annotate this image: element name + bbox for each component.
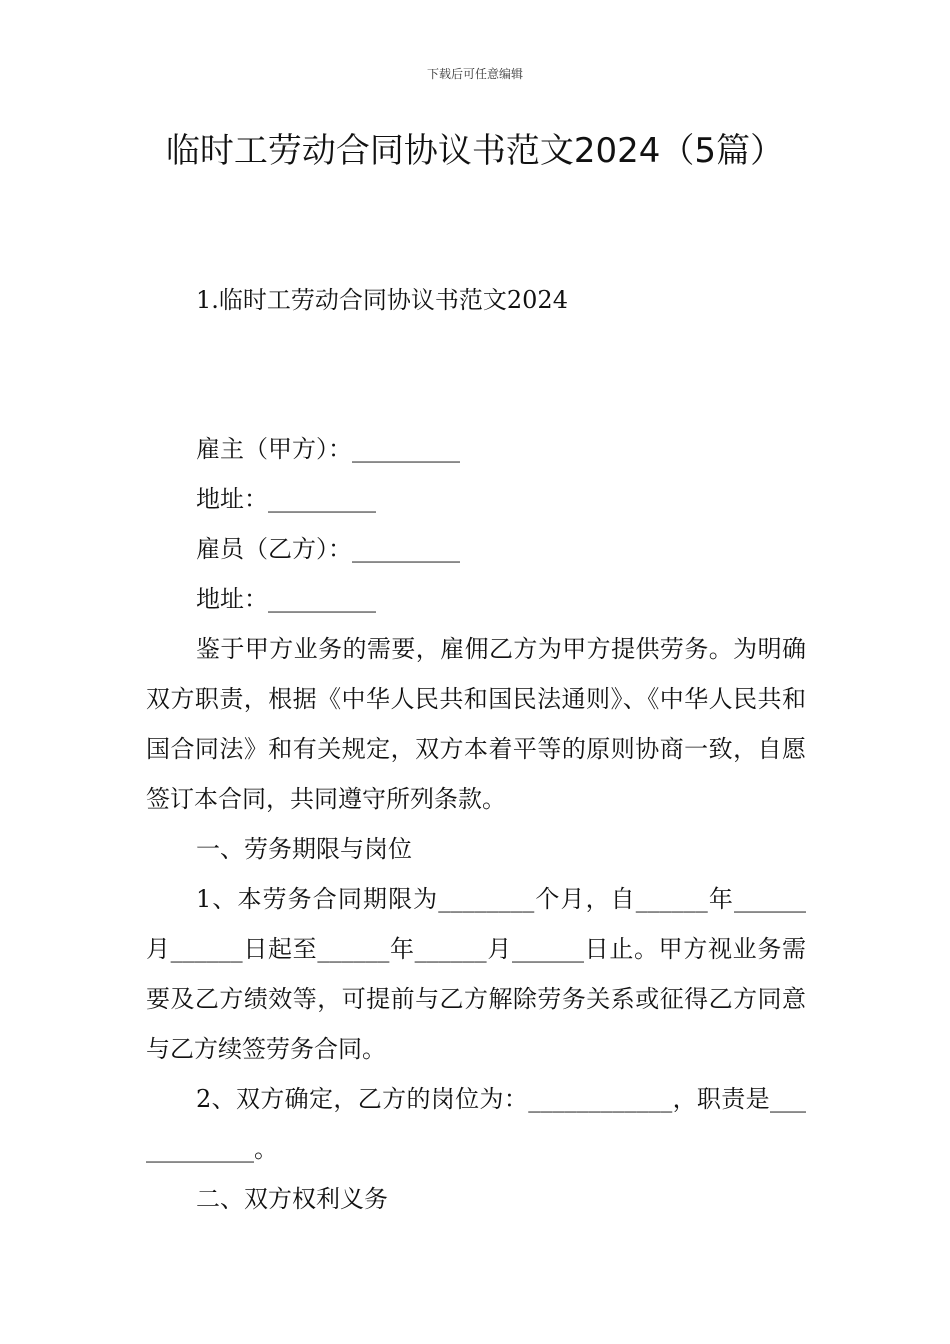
employer-address-line: 地址：_________ [196, 485, 376, 513]
section-heading: 1.临时工劳动合同协议书范文2024 [196, 286, 568, 314]
employer-line: 雇主（甲方）：_________ [196, 435, 460, 463]
document-body [146, 424, 806, 1224]
header-note: 下载后可任意编辑 [426, 67, 523, 81]
employee-line: 雇员（乙方）：_________ [196, 535, 460, 563]
document-title: 临时工劳动合同协议书范文2024（5篇） [165, 131, 785, 171]
clause-heading-term-and-position: 一、劳务期限与岗位 [196, 835, 412, 863]
employee-address-line: 地址：_________ [196, 585, 376, 613]
clause-term-paragraph: 1、本劳务合同期限为________个月，自______年______月______日起至______年______月______日止。甲方视业务需要及乙方绩效等，可提前与乙方解除劳务关系或征得乙方同意与乙方续签劳务合同。 [146, 885, 806, 1063]
clause-position-paragraph: 2、双方确定，乙方的岗位为：____________，职责是____________。 [146, 1085, 806, 1163]
clause-heading-rights-and-obligations: 二、双方权利义务 [196, 1185, 388, 1213]
preamble-paragraph: 鉴于甲方业务的需要，雇佣乙方为甲方提供劳务。为明确双方职责，根据《中华人民共和国民法通则》、《中华人民共和国合同法》和有关规定，双方本着平等的原则协商一致，自愿签订本合同，共同遵守所列条款。 [146, 635, 806, 813]
